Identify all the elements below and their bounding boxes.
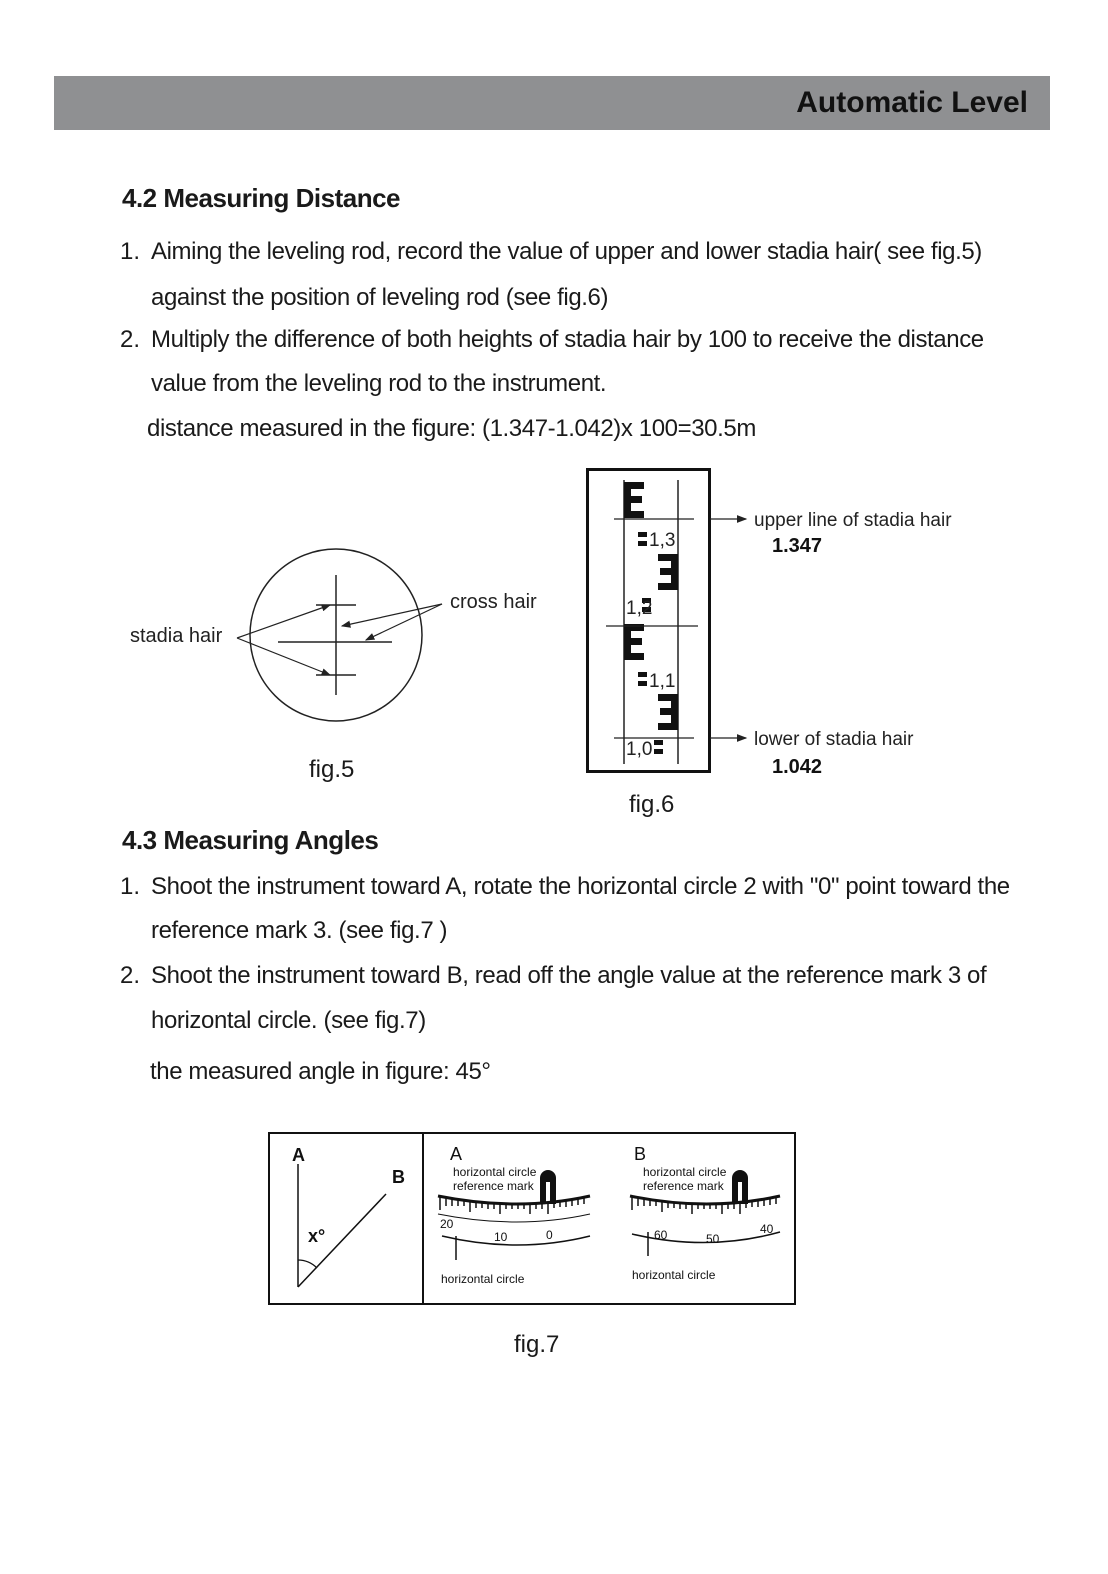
lower-stadia-value: 1.042 xyxy=(772,756,823,778)
point-b-label: B xyxy=(392,1167,405,1187)
fig7-caption: fig.7 xyxy=(514,1331,560,1358)
item-number: 1. xyxy=(120,238,141,265)
scale-tick-label: 10 xyxy=(494,1230,508,1244)
panel-a-letter: A xyxy=(450,1144,463,1164)
panel-a-label1: horizontal circle xyxy=(453,1165,537,1179)
point-a-label: A xyxy=(292,1145,305,1165)
fig6-diagram xyxy=(586,468,966,778)
scale-tick-label: 0 xyxy=(546,1228,553,1242)
paragraph-line: Shoot the instrument toward A, rotate the horizontal circle 2 with "0" point toward the xyxy=(151,873,1010,900)
rod-mark-label: 1,0 xyxy=(626,739,653,760)
e-mark xyxy=(624,482,644,518)
fig7-frame xyxy=(269,1133,795,1304)
e-mark-reversed xyxy=(658,694,678,730)
paragraph-line: Multiply the difference of both heights of stadia hair by 100 to receive the distance xyxy=(151,326,984,353)
item-number: 2. xyxy=(120,326,141,353)
panel-a-label2: reference mark xyxy=(453,1179,534,1193)
paragraph-line: Aiming the leveling rod, record the value of upper and lower stadia hair( see fig.5) xyxy=(151,238,982,265)
paragraph-line: horizontal circle. (see fig.7) xyxy=(151,1007,426,1034)
panel-b-label1: horizontal circle xyxy=(643,1165,727,1179)
header-bar xyxy=(54,76,1050,130)
item-number: 1. xyxy=(120,873,141,900)
panel-b-letter: B xyxy=(634,1144,647,1164)
e-mark-reversed xyxy=(658,554,678,590)
section-title-angles: 4.3 Measuring Angles xyxy=(122,825,379,855)
paragraph-line: against the position of leveling rod (see fig.6) xyxy=(151,284,609,311)
paragraph-line: reference mark 3. (see fig.7 ) xyxy=(151,917,448,944)
scale-tick-label: 50 xyxy=(706,1232,720,1246)
lower-stadia-label: lower of stadia hair xyxy=(754,729,914,750)
measured-angle-result: the measured angle in figure: 45° xyxy=(150,1058,491,1085)
angle-x-label: x° xyxy=(308,1226,326,1246)
panel-b-label2: reference mark xyxy=(643,1179,724,1193)
rod-mark-label: 1,2 xyxy=(626,598,653,619)
scale-tick-label: 40 xyxy=(760,1222,774,1236)
rod-mark-label: 1,3 xyxy=(649,530,676,551)
fig6-caption: fig.6 xyxy=(629,791,675,818)
item-number: 2. xyxy=(120,962,141,989)
upper-stadia-label: upper line of stadia hair xyxy=(754,510,952,531)
panel-b-bottom-label: horizontal circle xyxy=(632,1268,716,1282)
paragraph-line: Shoot the instrument toward B, read off the angle value at the reference mark 3 of xyxy=(151,962,987,989)
paragraph-line: value from the leveling rod to the instrument. xyxy=(151,370,607,397)
panel-a-bottom-label: horizontal circle xyxy=(441,1272,525,1286)
page-title: Automatic Level xyxy=(796,86,1028,119)
distance-formula: distance measured in the figure: (1.347-1.042)x 100=30.5m xyxy=(147,415,756,442)
upper-stadia-value: 1.347 xyxy=(772,535,823,557)
fig5-caption: fig.5 xyxy=(309,756,355,783)
fig7-diagram xyxy=(268,1132,798,1307)
fig5-diagram xyxy=(120,550,560,750)
stadia-hair-label: stadia hair xyxy=(130,625,223,647)
rod-frame xyxy=(588,470,710,772)
cross-hair-label: cross hair xyxy=(450,591,537,613)
e-mark xyxy=(624,624,644,660)
rod-mark-label: 1,1 xyxy=(649,671,676,692)
section-title-distance: 4.2 Measuring Distance xyxy=(122,183,400,213)
scale-tick-label: 60 xyxy=(654,1228,668,1242)
scale-tick-label: 20 xyxy=(440,1217,454,1231)
